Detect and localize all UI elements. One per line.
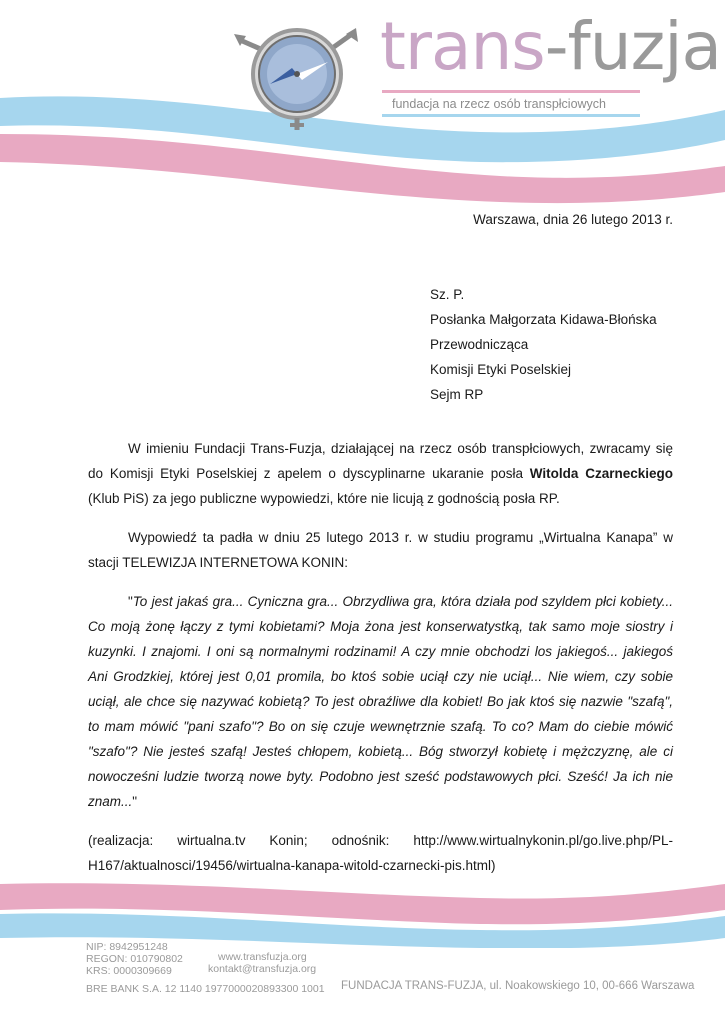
paragraph-quote: [88, 589, 673, 814]
reference-word: (realizacja:: [88, 833, 154, 848]
quote-text: To jest jakaś gra... Cyniczna gra... Obrzydliwa gra, która działa pod szyldem płci kobiety... Co moją żonę łączy z tymi kobietami? Moja żona jest konserwatystką, tak samo moje siostry i kuzynki. I znajomi. I oni są normalnymi rodzinami! A czy mnie obchodzi los jakiegoś... jakiegoś Ani Grodzkiej, której jest 0,01 promila, bo ktoś sobie uciął czy nie uciął... Nie wiem, czy sobie uciął, ale chce się nazywać kobietą? To jest obraźliwe dla kobiet! Bo jak ktoś się nazwie "szafą", to mam mówić "pani szafo"? Bo on się czuje wewnętrznie szafą. To co? Mam do ciebie mówić "szafo"? Nie jesteś szafą! Jesteś chłopem, kobietą... Bóg stworzył kobietę i mężczyznę, ale ci nowocześni ludzie tworzą nowe byty. Podobno jest sześć podstawowych płci. Sześć! Ja ich nie znam...: [88, 594, 673, 809]
logo-wordmark-part2: -fuzja: [544, 8, 721, 85]
logo-wordmark-part1: trans: [380, 8, 545, 85]
reference-word: wirtualna.tv: [177, 833, 246, 848]
footer-krs: KRS: 0000309669: [86, 965, 172, 977]
recipient-line: Komisji Etyki Poselskiej: [430, 362, 572, 377]
logo-subtitle: fundacja na rzecz osób transpłciowych: [392, 97, 607, 111]
recipient-line: Sejm RP: [430, 387, 484, 402]
appeal-name-bold: Witolda Czarneckiego: [529, 466, 673, 481]
paragraph-context: Wypowiedź ta padła w dniu 25 lutego 2013 r. w studiu programu „Wirtualna Kanapa” w stacji TELEWIZJA INTERNETOWA KONIN:: [88, 530, 673, 570]
quote-open-mark: ": [128, 594, 133, 609]
footer-organization-address: FUNDACJA TRANS-FUZJA, ul. Noakowskiego 10, 00-666 Warszawa: [341, 980, 695, 992]
footer-nip: NIP: 8942951248: [86, 941, 168, 953]
footer-regon: REGON: 010790802: [86, 953, 183, 965]
reference-word: odnośnik:: [331, 833, 390, 848]
recipient-address: [430, 282, 657, 407]
paragraph-appeal: [88, 436, 673, 511]
footer-waves: [0, 876, 725, 948]
footer-contact: [208, 951, 316, 975]
header-waves: [0, 80, 725, 210]
appeal-text-end: (Klub PiS) za jego publiczne wypowiedzi, które nie licują z godnością posła RP.: [88, 491, 560, 506]
letter-body: [88, 436, 673, 878]
reference-word: Konin;: [269, 833, 308, 848]
reference-link: http://www.wirtualnykonin.pl/go.live.php/PL-: [413, 833, 673, 848]
appeal-text-start: W imieniu Fundacji Trans-Fuzja, działającej na rzecz osób transpłciowych, zwracamy się do Komisji Etyki Poselskiej z apelem o dyscyplinarne ukaranie posła: [88, 441, 673, 481]
logo-pink-bar: [382, 90, 640, 93]
footer-bank-account: BRE BANK S.A. 12 1140 1977000020893300 1001: [86, 983, 325, 995]
footer-website-link[interactable]: www.transfuzja.org: [218, 951, 307, 963]
logo-blue-bar: [382, 114, 640, 117]
compass-logo-icon: [232, 22, 362, 132]
recipient-line: Posłanka Małgorzata Kidawa-Błońska: [430, 312, 657, 327]
quote-close-mark: ": [132, 794, 138, 809]
recipient-line: Sz. P.: [430, 287, 465, 302]
reference-line-1: [88, 828, 673, 853]
footer-email-link[interactable]: kontakt@transfuzja.org: [208, 963, 317, 975]
footer-registry: [86, 941, 183, 977]
recipient-line: Przewodnicząca: [430, 337, 529, 352]
paragraph-reference: [88, 828, 673, 878]
letter-date: Warszawa, dnia 26 lutego 2013 r.: [473, 212, 673, 227]
reference-line-2: H167/aktualnosci/19456/wirtualna-kanapa-witold-czarnecki-pis.html): [88, 858, 496, 873]
logo-wordmark: [380, 8, 721, 85]
